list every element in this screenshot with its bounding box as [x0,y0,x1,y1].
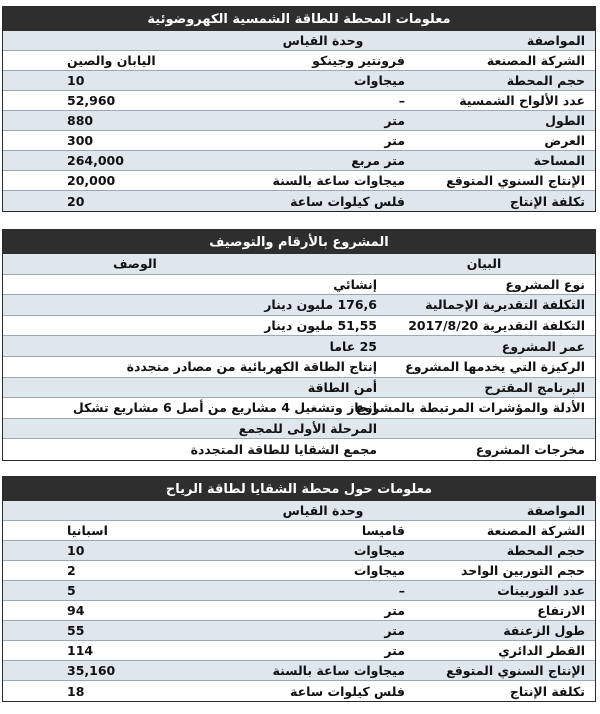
solar-station-table [2,6,596,212]
table-row [3,661,595,681]
table-cell: الأدلة والمؤشرات المرتبطة بالمشروع [355,400,585,416]
column-header-cell: البيان [466,256,502,272]
table-row [3,51,595,71]
table-cell: حجم المحطة [506,73,585,88]
table-cell: 176,6 مليون دينار [264,297,377,313]
table-header-row [3,501,595,521]
table-row [3,191,595,211]
table-cell: الشركة المصنعة [486,53,585,68]
table-cell: التكلفة التقديرية الإجمالية [425,297,585,313]
table-cell: 55 [67,623,85,638]
table-cell: متر مربع [351,153,405,168]
column-header-cell: الوصف [113,256,157,272]
table-cell: إنجاز وتشغيل 4 مشاريع من أصل 6 مشاريع تشكل [72,400,377,416]
table-cell: الإنتاج السنوي المتوقع [446,663,585,678]
table-cell: ميجاوات [353,543,405,558]
table-cell: 51,55 مليون دينار [264,318,377,334]
column-header-cell: وحدة القياس [282,33,364,48]
table-row [3,316,595,337]
table-row [3,378,595,399]
wind-table-title: معلومات حول محطة الشقايا لطاقة الرياح [3,477,595,501]
table-row [3,275,595,296]
table-cell: الركيزة التي يخدمها المشروع [405,359,585,375]
table-cell: ميجاوات [353,73,405,88]
table-row [3,91,595,111]
project-table [2,229,596,461]
table-cell: فرونتير وجينكو [312,53,405,68]
table-cell: متر [384,113,405,128]
table-row [3,681,595,701]
table-cell: اليابان والصين [67,53,156,68]
table-cell: 25 عاما [329,338,377,354]
table-cell: تكلفة الإنتاج [509,193,585,209]
solar-table-title: معلومات المحطة للطاقة الشمسية الكهروضوئية [3,7,595,31]
table-row [3,398,595,419]
table-cell: المرحلة الأولى للمجمع [238,421,377,437]
table-cell: ميجاوات ساعة بالسنة [272,173,405,188]
table-row [3,521,595,541]
table-cell: 114 [67,643,94,658]
table-cell: متر [384,603,405,618]
table-cell: 94 [67,603,85,618]
table-row [3,357,595,378]
table-cell: العرض [544,133,585,148]
table-cell: أمن الطاقة [307,379,377,395]
table-cell: 10 [67,543,85,558]
table-cell: مخرجات المشروع [475,442,585,458]
wind-table-body [3,501,595,701]
table-cell: طول الزعنفة [503,623,585,638]
table-cell: متر [384,623,405,638]
table-cell: المساحة [533,153,585,168]
table-row [3,621,595,641]
table-cell: حجم التوربين الواحد [460,563,585,578]
table-row [3,601,595,621]
table-row [3,541,595,561]
column-header-cell: المواصفة [526,33,585,48]
column-header-cell: المواصفة [526,503,585,518]
table-row [3,439,595,460]
table-cell: 20,000 [67,173,116,188]
table-row [3,111,595,131]
table-cell: إنشائي [333,276,377,292]
table-cell: التكلفة التقديرية 2017/8/20 [408,318,585,334]
table-row [3,561,595,581]
table-cell: 18 [67,683,85,699]
table-cell: 10 [67,73,85,88]
table-row [3,581,595,601]
project-table-body [3,254,595,460]
table-cell: اسبانيا [67,523,108,538]
table-cell: قاميسا [361,523,405,538]
table-cell: – [398,93,405,108]
table-cell: 20 [67,193,85,209]
table-cell: مجمع الشقايا للطاقة المتجددة [190,442,377,458]
project-table-title: المشروع بالأرقام والتوصيف [3,230,595,254]
column-header-cell: وحدة القياس [282,503,364,518]
table-header-row [3,254,595,275]
table-cell: 2 [67,563,76,578]
table-cell: متر [384,643,405,658]
wind-station-table [2,476,596,702]
table-header-row [3,31,595,51]
table-cell: 880 [67,113,94,128]
table-cell: – [398,583,405,598]
table-cell: 5 [67,583,76,598]
table-cell: الشركة المصنعة [486,523,585,538]
table-cell: تكلفة الإنتاج [509,683,585,699]
table-cell: ميجاوات [353,563,405,578]
table-row [3,336,595,357]
solar-table-body [3,31,595,211]
table-row [3,641,595,661]
table-cell: فلس كيلوات ساعة [290,193,405,209]
table-cell: ميجاوات ساعة بالسنة [272,663,405,678]
table-row [3,419,595,440]
table-cell: 52,960 [67,93,116,108]
table-cell: الطول [545,113,585,128]
table-cell: إنتاج الطاقة الكهربائية من مصادر متجددة [126,359,377,375]
table-cell: حجم المحطة [506,543,585,558]
table-cell: الارتفاع [537,603,585,618]
table-cell: عدد التوربينات [497,583,585,598]
table-cell: متر [384,133,405,148]
table-cell: الإنتاج السنوي المتوقع [446,173,585,188]
table-row [3,171,595,191]
table-cell: نوع المشروع [505,276,585,292]
table-cell: عدد الألواح الشمسية [459,93,585,108]
table-cell: 300 [67,133,94,148]
table-cell: القطر الدائري [498,643,585,658]
table-cell: 264,000 [67,153,124,168]
table-row [3,295,595,316]
table-row [3,131,595,151]
table-cell: عمر المشروع [501,338,585,354]
table-cell: البرنامج المقترح [484,379,585,395]
table-cell: فلس كيلوات ساعة [290,683,405,699]
table-cell: 35,160 [67,663,116,678]
table-row [3,151,595,171]
table-row [3,71,595,91]
